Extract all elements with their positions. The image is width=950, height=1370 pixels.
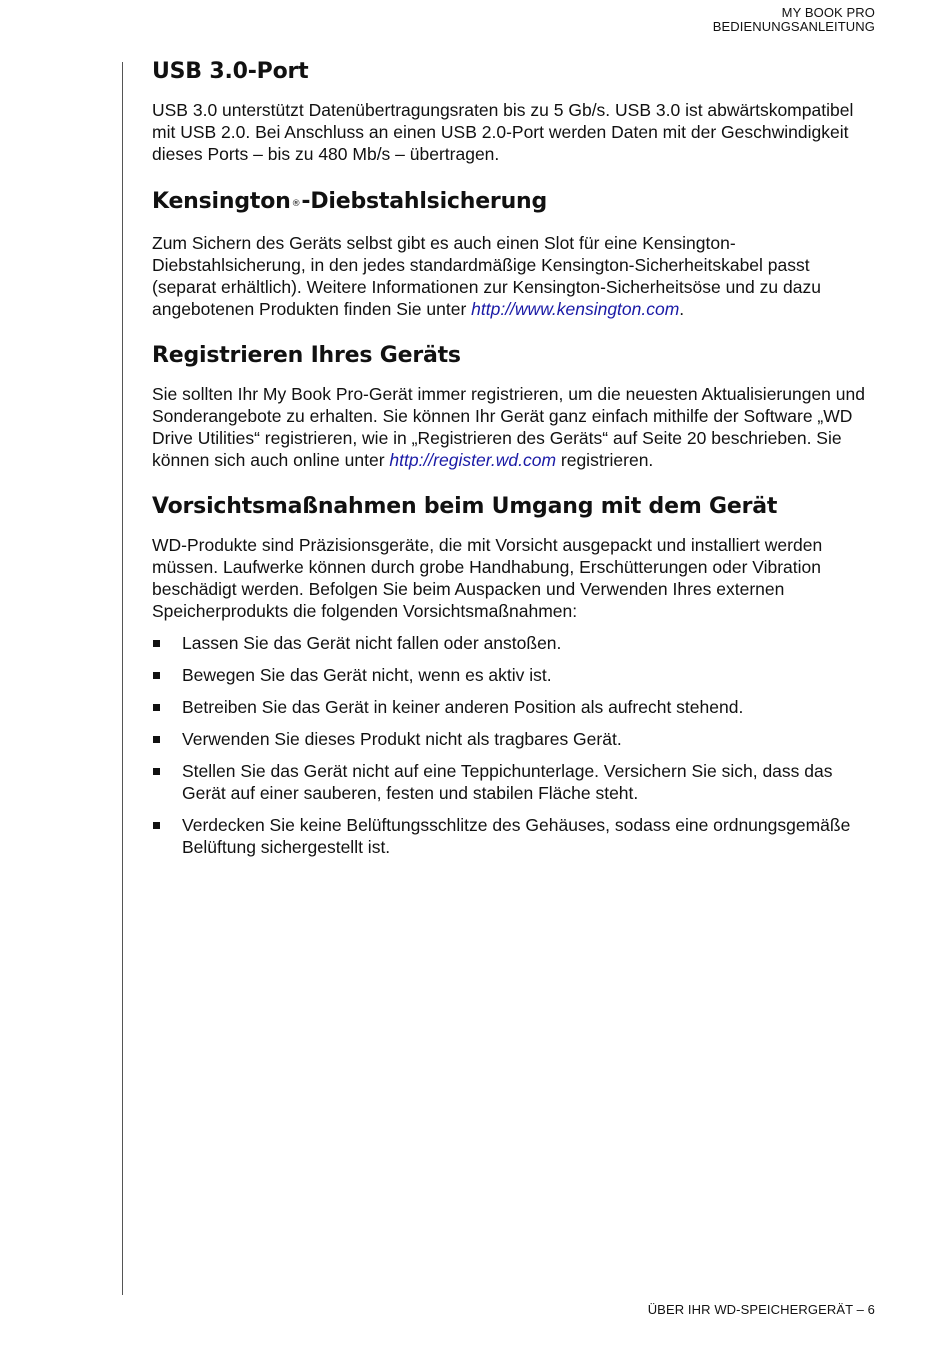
registered-mark: ® <box>291 199 301 209</box>
page-header <box>713 6 875 34</box>
left-margin-rule <box>122 62 123 1295</box>
section-usb <box>152 58 878 165</box>
heading-kensington <box>152 188 878 218</box>
precautions-list <box>152 632 878 858</box>
list-item <box>152 728 878 750</box>
list-item <box>152 632 878 654</box>
section-precautions <box>152 493 878 858</box>
heading-register: Registrieren Ihres Geräts <box>152 343 461 368</box>
bullet-square-icon <box>153 768 160 775</box>
paragraph-register <box>152 383 878 471</box>
list-item-text: Betreiben Sie das Gerät in keiner anderen Position als aufrecht stehend. <box>182 697 744 717</box>
link-register-wd[interactable]: http://register.wd.com <box>389 450 557 470</box>
list-item-text: Stellen Sie das Gerät nicht auf eine Teppichunterlage. Versichern Sie sich, dass das Gerät auf einer sauberen, festen und stabilen Fläche steht. <box>182 761 833 803</box>
link-kensington[interactable]: http://www.kensington.com <box>471 299 680 319</box>
bullet-square-icon <box>153 704 160 711</box>
section-kensington <box>152 188 878 320</box>
list-item <box>152 814 878 858</box>
heading-precautions: Vorsichtsmaßnahmen beim Umgang mit dem Gerät <box>152 494 778 519</box>
list-item-text: Verdecken Sie keine Belüftungsschlitze des Gehäuses, sodass eine ordnungsgemäße Belüftung sichergestellt ist. <box>182 815 851 857</box>
paragraph-kensington <box>152 232 878 320</box>
header-manual-title: BEDIENUNGSANLEITUNG <box>712 19 875 34</box>
section-register <box>152 342 878 471</box>
page-content <box>152 58 878 868</box>
heading-kensington-part1: Kensington <box>152 189 291 214</box>
paragraph-kensington-end: . <box>679 299 685 319</box>
paragraph-kensington-text: Zum Sichern des Geräts selbst gibt es auch einen Slot für eine Kensington-Diebstahlsicherung, in den jedes standardmäßige Kensington-Sicherheitskabel passt (separat erhältlich). Weitere Informationen zur Kensington-Sicherheitsöse und zu dazu angebotenen Produkten finden Sie unter <box>152 233 821 319</box>
bullet-square-icon <box>153 672 160 679</box>
page-footer: ÜBER IHR WD-SPEICHERGERÄT – 6 <box>647 1302 875 1317</box>
paragraph-precautions: WD-Produkte sind Präzisionsgeräte, die mit Vorsicht ausgepackt und installiert werden müssen. Laufwerke können durch grobe Handhabung, Erschütterungen oder Vibration beschädigt werden. Befolgen Sie beim Auspacken und Verwenden Ihres externen Speicherprodukts die folgenden Vorsichtsmaßnahmen: <box>152 535 823 621</box>
bullet-square-icon <box>153 640 160 647</box>
list-item-text: Lassen Sie das Gerät nicht fallen oder anstoßen. <box>182 633 562 653</box>
paragraph-usb: USB 3.0 unterstützt Datenübertragungsraten bis zu 5 Gb/s. USB 3.0 ist abwärtskompatibel mit USB 2.0. Bei Anschluss an einen USB 2.0-Port werden Daten mit der Geschwindigkeit dieses Ports – bis zu 480 Mb/s – übertragen. <box>152 100 854 164</box>
list-item-text: Bewegen Sie das Gerät nicht, wenn es aktiv ist. <box>182 665 552 685</box>
paragraph-register-end: registrieren. <box>556 450 654 470</box>
list-item-text: Verwenden Sie dieses Produkt nicht als tragbares Gerät. <box>182 729 622 749</box>
paragraph-register-text: Sie sollten Ihr My Book Pro-Gerät immer registrieren, um die neuesten Aktualisierungen und Sonderangebote zu erhalten. Sie können Ihr Gerät ganz einfach mithilfe der Software „WD Drive Utilities“ registrieren, wie in „Registrieren des Geräts“ auf Seite 20 beschrieben. Sie können sich auch online unter <box>152 384 865 470</box>
list-item <box>152 760 878 804</box>
header-product-name: MY BOOK PRO <box>781 5 875 20</box>
heading-kensington-part2: -Diebstahlsicherung <box>301 189 548 214</box>
list-item <box>152 696 878 718</box>
list-item <box>152 664 878 686</box>
bullet-square-icon <box>153 736 160 743</box>
heading-usb-port: USB 3.0-Port <box>152 59 309 84</box>
bullet-square-icon <box>153 822 160 829</box>
